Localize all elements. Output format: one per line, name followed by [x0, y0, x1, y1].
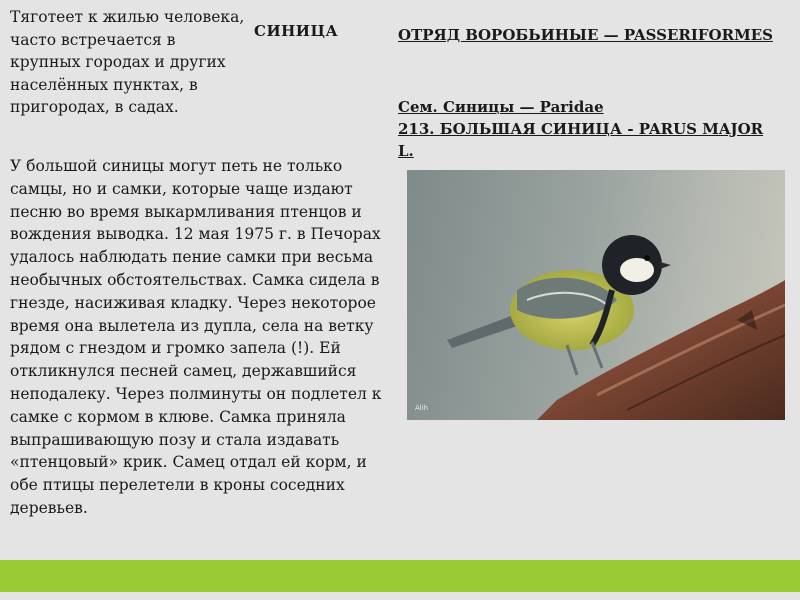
bird-photo	[407, 170, 785, 420]
great-tit-illustration	[407, 170, 785, 420]
bottom-strip	[0, 592, 800, 600]
taxonomy-block	[398, 96, 778, 162]
order-title: ОТРЯД ВОРОБЬИНЫЕ — PASSERIFORMES	[398, 26, 773, 44]
bird-beak	[660, 262, 671, 269]
slide-heading: СИНИЦА	[254, 22, 339, 40]
bottom-accent-bar	[0, 560, 800, 592]
bird-cheek	[620, 258, 654, 282]
species-line: 213. БОЛЬШАЯ СИНИЦА - PARUS MAJOR L.	[398, 120, 764, 160]
main-text: У большой синицы могут петь не только самцы, но и самки, которые чаще издают песню во время выкармливания птенцов и вождения выводка. 12 мая 1975 г. в Печорах удалось наблюдать пение самки при весьма необычных обстоятельствах. Самка сидела в гнезде, насиживая кладку. Через некоторое время она вылетела из дупла, села на ветку рядом с гнездом и громко запела (!). Ей откликнулся песней самец, державшийся неподалеку. Через полминуты он подлетел к самке с кормом в клюве. Самка приняла выпрашивающую позу и стала издавать «птенцовый» крик. Самец отдал ей корм, и обе птицы перелетели в кроны соседних деревьев.	[10, 157, 382, 517]
photo-watermark: Alih	[415, 404, 429, 412]
bird-eye	[644, 255, 650, 261]
intro-text: Тяготеет к жилью человека, часто встречается в крупных городах и других населённых пунктах, в пригородах, в садах.	[10, 8, 245, 116]
family-line: Сем. Синицы — Paridae	[398, 98, 604, 116]
